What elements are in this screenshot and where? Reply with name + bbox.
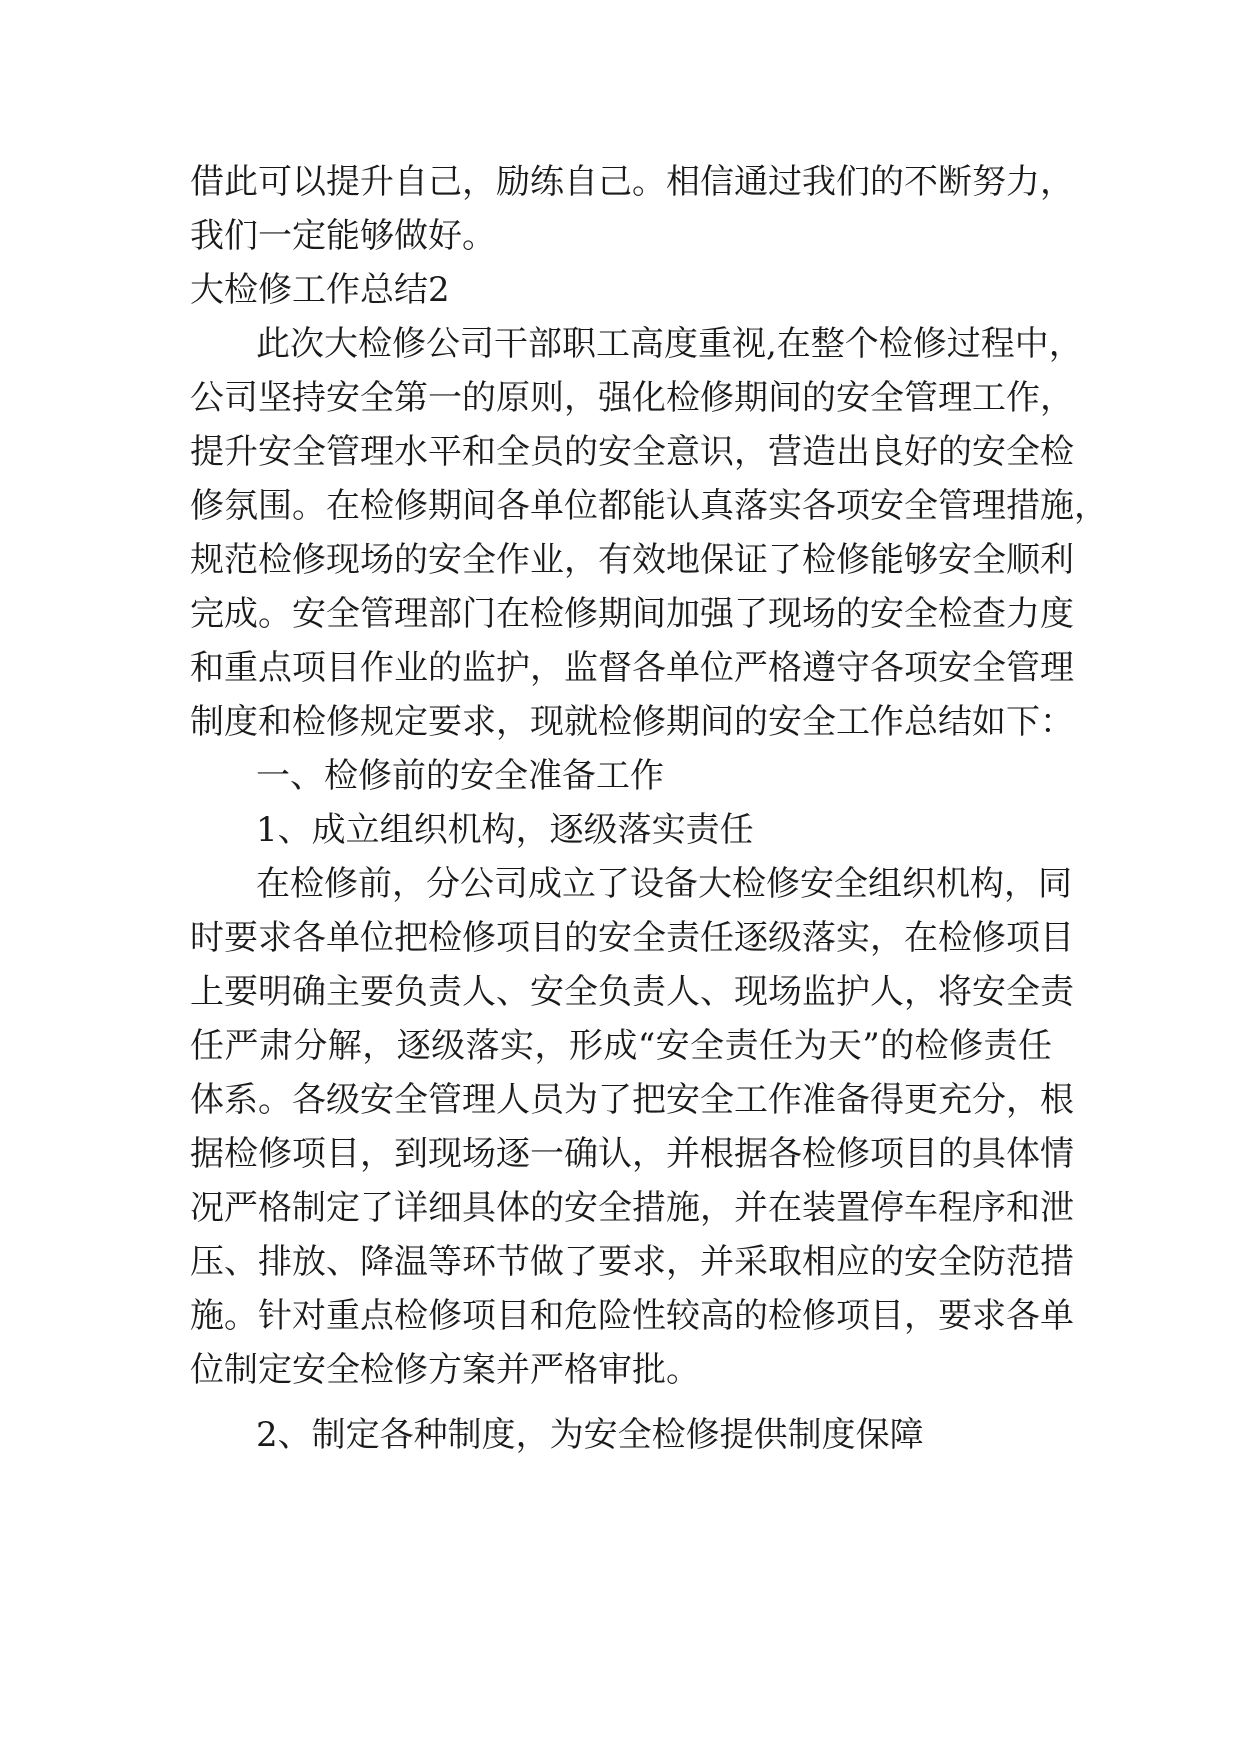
body-line: 制度和检修规定要求，现就检修期间的安全工作总结如下：	[190, 702, 1074, 742]
body-line: 提升安全管理水平和全员的安全意识，营造出良好的安全检	[190, 432, 1074, 472]
body-line: 任严肃分解，逐级落实，形成“安全责任为天”的检修责任	[190, 1026, 1052, 1066]
section-heading: 大检修工作总结2	[190, 270, 450, 310]
body-line: 施。针对重点检修项目和危险性较高的检修项目，要求各单	[190, 1296, 1074, 1336]
body-line: 时要求各单位把检修项目的安全责任逐级落实，在检修项目	[190, 918, 1074, 958]
body-line: 公司坚持安全第一的原则，强化检修期间的安全管理工作，	[190, 378, 1074, 418]
body-line: 上要明确主要负责人、安全负责人、现场监护人，将安全责	[190, 972, 1074, 1012]
body-line: 借此可以提升自己，励练自己。相信通过我们的不断努力，	[190, 162, 1074, 202]
subheading: 1、成立组织机构，逐级落实责任	[256, 810, 754, 850]
body-line: 修氛围。在检修期间各单位都能认真落实各项安全管理措施，	[190, 486, 1108, 526]
body-line: 据检修项目，到现场逐一确认，并根据各检修项目的具体情	[190, 1134, 1074, 1174]
body-line: 完成。安全管理部门在检修期间加强了现场的安全检查力度	[190, 594, 1074, 634]
body-line: 压、排放、降温等环节做了要求，并采取相应的安全防范措	[190, 1242, 1074, 1282]
body-line: 我们一定能够做好。	[190, 216, 496, 256]
body-line: 况严格制定了详细具体的安全措施，并在装置停车程序和泄	[190, 1188, 1074, 1228]
body-line: 体系。各级安全管理人员为了把安全工作准备得更充分，根	[190, 1080, 1074, 1120]
body-line: 位制定安全检修方案并严格审批。	[190, 1350, 700, 1390]
paragraph-first-line: 在检修前，分公司成立了设备大检修安全组织机构，同	[256, 864, 1072, 904]
subheading: 2、制定各种制度，为安全检修提供制度保障	[256, 1415, 924, 1455]
body-line: 和重点项目作业的监护，监督各单位严格遵守各项安全管理	[190, 648, 1074, 688]
body-line: 规范检修现场的安全作业，有效地保证了检修能够安全顺利	[190, 540, 1074, 580]
paragraph-first-line: 此次大检修公司干部职工高度重视,在整个检修过程中，	[256, 324, 1083, 364]
subheading: 一、检修前的安全准备工作	[256, 756, 664, 796]
